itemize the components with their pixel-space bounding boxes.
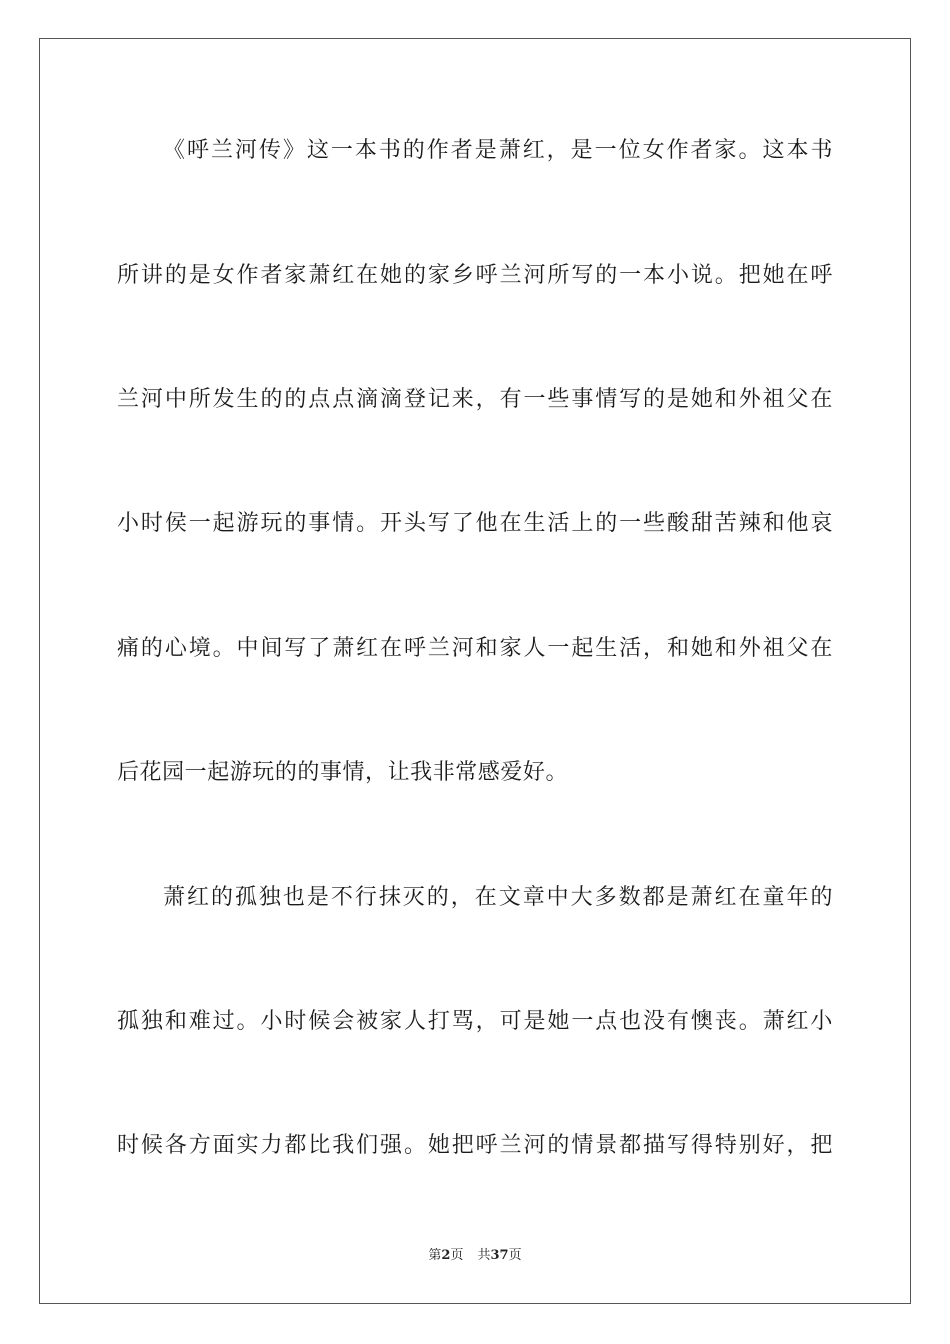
paragraph-1-line-2: 所讲的是女作者家萧红在她的家乡呼兰河所写的一本小说。把她在呼 xyxy=(117,263,833,288)
paragraph-1-line-1: 《呼兰河传》这一本书的作者是萧红，是一位女作者家。这本书 xyxy=(163,138,833,163)
paragraph-2-line-3: 时候各方面实力都比我们强。她把呼兰河的情景都描写得特别好，把 xyxy=(117,1133,833,1158)
page-suffix: 页 xyxy=(450,1248,464,1263)
page-prefix: 第 xyxy=(428,1248,442,1263)
paragraph-1-line-3: 兰河中所发生的的点点滴滴登记来，有一些事情写的是她和外祖父在 xyxy=(117,387,833,412)
paragraph-1-line-6: 后花园一起游玩的的事情，让我非常感爱好。 xyxy=(117,760,569,785)
paragraph-2-line-2: 孤独和难过。小时候会被家人打骂，可是她一点也没有懊丧。萧红小 xyxy=(117,1009,833,1034)
page-number: 2 xyxy=(441,1248,451,1263)
total-prefix: 共 xyxy=(477,1248,491,1263)
paragraph-1-line-5: 痛的心境。中间写了萧红在呼兰河和家人一起生活，和她和外祖父在 xyxy=(117,636,833,661)
page-frame xyxy=(39,38,911,1304)
paragraph-1-line-4: 小时侯一起游玩的事情。开头写了他在生活上的一些酸甜苦辣和他哀 xyxy=(117,511,833,536)
total-suffix: 页 xyxy=(508,1248,522,1263)
paragraph-2-line-1: 萧红的孤独也是不行抹灭的，在文章中大多数都是萧红在童年的 xyxy=(163,885,833,910)
total-pages: 37 xyxy=(490,1248,509,1263)
page-footer xyxy=(0,1247,950,1265)
